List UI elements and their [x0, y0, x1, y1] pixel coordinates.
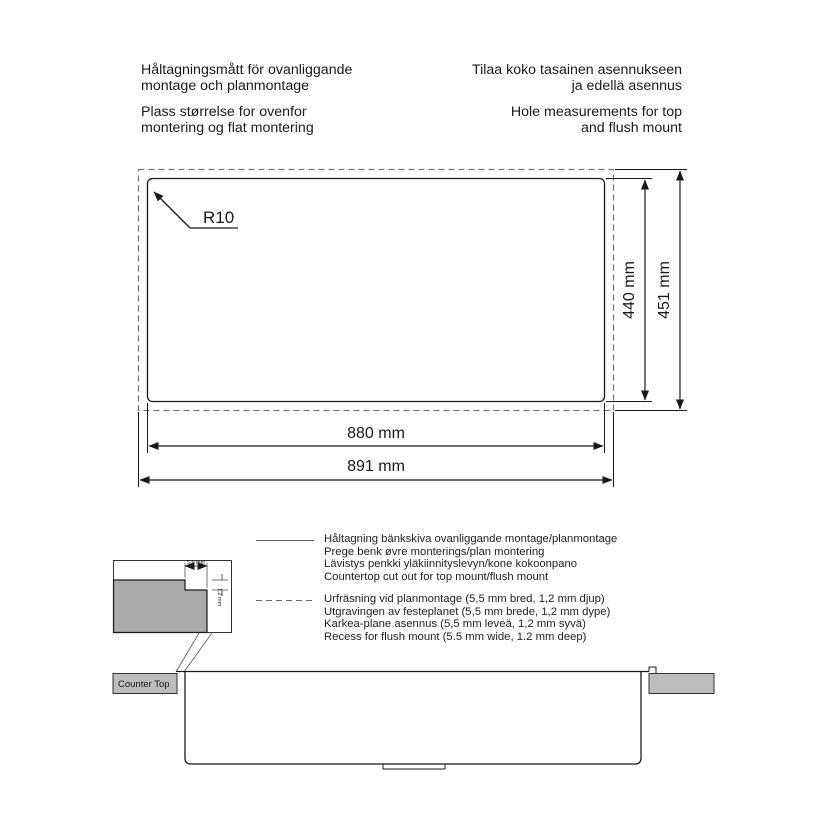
- heading-swedish-line-2: montage och planmontage: [141, 78, 310, 94]
- detail-leader-lines: [176, 633, 212, 672]
- outer-height-label: 451 mm: [656, 261, 673, 319]
- legend-dashed-line-2: Utgravingen av festeplanet (5,5 mm brede, 1,2 mm dype): [324, 605, 611, 618]
- countertop-right: [649, 674, 714, 694]
- legend-solid-line-4: Countertop cut out for top mount/flush mount: [324, 570, 549, 583]
- legend-dashed-line-1: Urfräsning vid planmontage (5,5 mm bred, 1,2 mm djup): [324, 593, 605, 605]
- heading-english-line-2: and flush mount: [581, 120, 682, 136]
- outer-width-dimension: [139, 412, 614, 487]
- recess-depth-label: 1,2 mm: [216, 587, 222, 607]
- legend-solid-line-1: Håltagning bänkskiva ovanliggande montage/planmontage: [324, 533, 618, 545]
- legend-dashed-line-3: Karkea-plane asennus (5,5 mm leveä, 1,2 mm syvä): [324, 618, 586, 631]
- sink-profile: [176, 667, 656, 769]
- inner-width-label: 880 mm: [347, 425, 405, 442]
- heading-norwegian-line-1: Plass størrelse for ovenfor: [141, 104, 307, 120]
- heading-swedish-line-1: Håltagningsmått för ovanliggande: [141, 62, 353, 78]
- legend-solid-line-3: Lävistys penkki yläkiinnityslevyn/kone kokoonpano: [324, 558, 578, 571]
- heading-norwegian-line-2: montering og flat montering: [141, 120, 314, 136]
- radius-label: R10: [203, 208, 235, 227]
- legend-dashed-line-4: Recess for flush mount (5.5 mm wide, 1.2 mm deep): [324, 630, 587, 643]
- legend-solid-line-2: Prege benk øvre monterings/plan montering: [324, 545, 545, 558]
- outer-dashed-outline: [139, 170, 614, 411]
- heading-finnish-line-2: ja edellä asennus: [571, 78, 682, 94]
- heading-english-line-1: Hole measurements for top: [510, 104, 682, 120]
- recess-detail-box: [114, 561, 232, 633]
- inner-height-label: 440 mm: [621, 261, 638, 319]
- recess-width-label: 5,5 mm: [186, 560, 206, 566]
- outer-width-label: 891 mm: [347, 458, 405, 475]
- heading-finnish-line-1: Tilaa koko tasainen asennukseen: [471, 62, 682, 78]
- countertop-label: Counter Top: [118, 679, 170, 690]
